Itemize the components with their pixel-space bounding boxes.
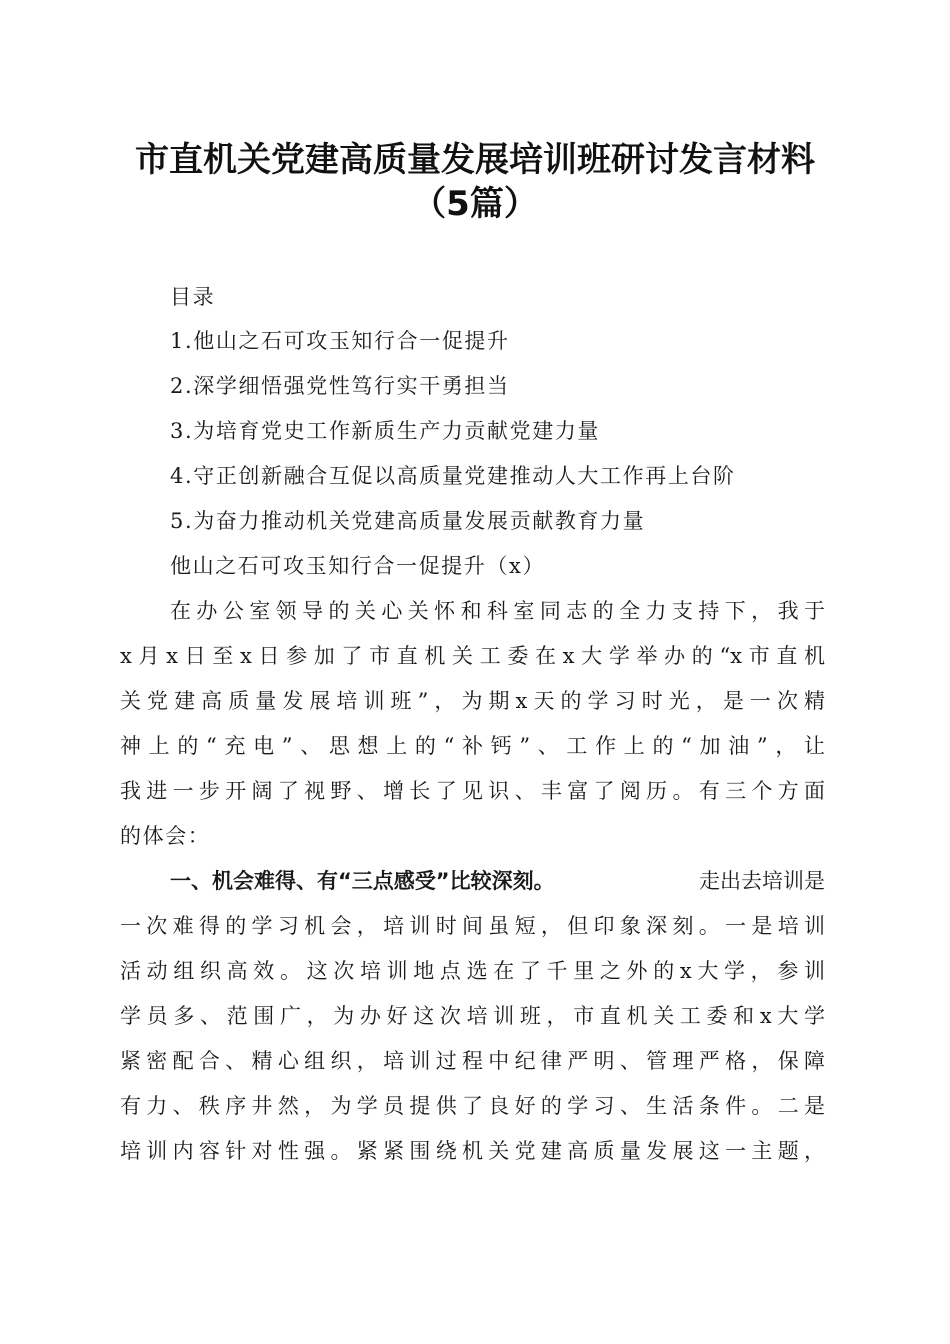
paragraph-line: 有力、秩序井然，为学员提供了良好的学习、生活条件。二是 [120,1094,825,1118]
subsection-heading: 一、机会难得、有“三点感受”比较深刻。 [170,869,555,893]
toc-item: 2.深学细悟强党性笃行实干勇担当 [170,374,510,398]
paragraph-line: 我进一步开阔了视野、增长了见识、丰富了阅历。有三个方面 [120,779,825,803]
paragraph-line: 神上的“充电”、思想上的“补钙”、工作上的“加油”，让 [120,734,825,758]
paragraph-line: 活动组织高效。这次培训地点选在了千里之外的x大学，参训 [120,959,825,983]
paragraph-line: 在办公室领导的关心关怀和科室同志的全力支持下，我于 [170,599,825,623]
toc-heading: 目录 [170,285,216,309]
paragraph-line: x月x日至x日参加了市直机关工委在x大学举办的“x市直机 [120,644,825,668]
paragraph-line: 关党建高质量发展培训班”，为期x天的学习时光，是一次精 [120,689,825,713]
paragraph-line: 紧密配合、精心组织，培训过程中纪律严明、管理严格，保障 [120,1049,825,1073]
paragraph-first-line [170,866,825,896]
toc-item: 5.为奋力推动机关党建高质量发展贡献教育力量 [170,509,646,533]
section-title: 他山之石可攻玉知行合一促提升（x） [170,554,546,578]
paragraph-line: 学员多、范围广，为办好这次培训班，市直机关工委和x大学 [120,1004,825,1028]
toc-item: 3.为培育党史工作新质生产力贡献党建力量 [170,419,601,443]
paragraph-text: 走出去培训是 [699,869,825,893]
toc-item: 4.守正创新融合互促以高质量党建推动人大工作再上台阶 [170,464,736,488]
document-title: 市直机关党建高质量发展培训班研讨发言材料 [135,140,815,180]
document-title-count: （5篇） [412,184,538,224]
paragraph-line: 的体会： [120,824,211,848]
paragraph-line: 一次难得的学习机会，培训时间虽短，但印象深刻。一是培训 [120,914,825,938]
toc-item: 1.他山之石可攻玉知行合一促提升 [170,329,510,353]
paragraph-line: 培训内容针对性强。紧紧围绕机关党建高质量发展这一主题， [120,1139,825,1163]
